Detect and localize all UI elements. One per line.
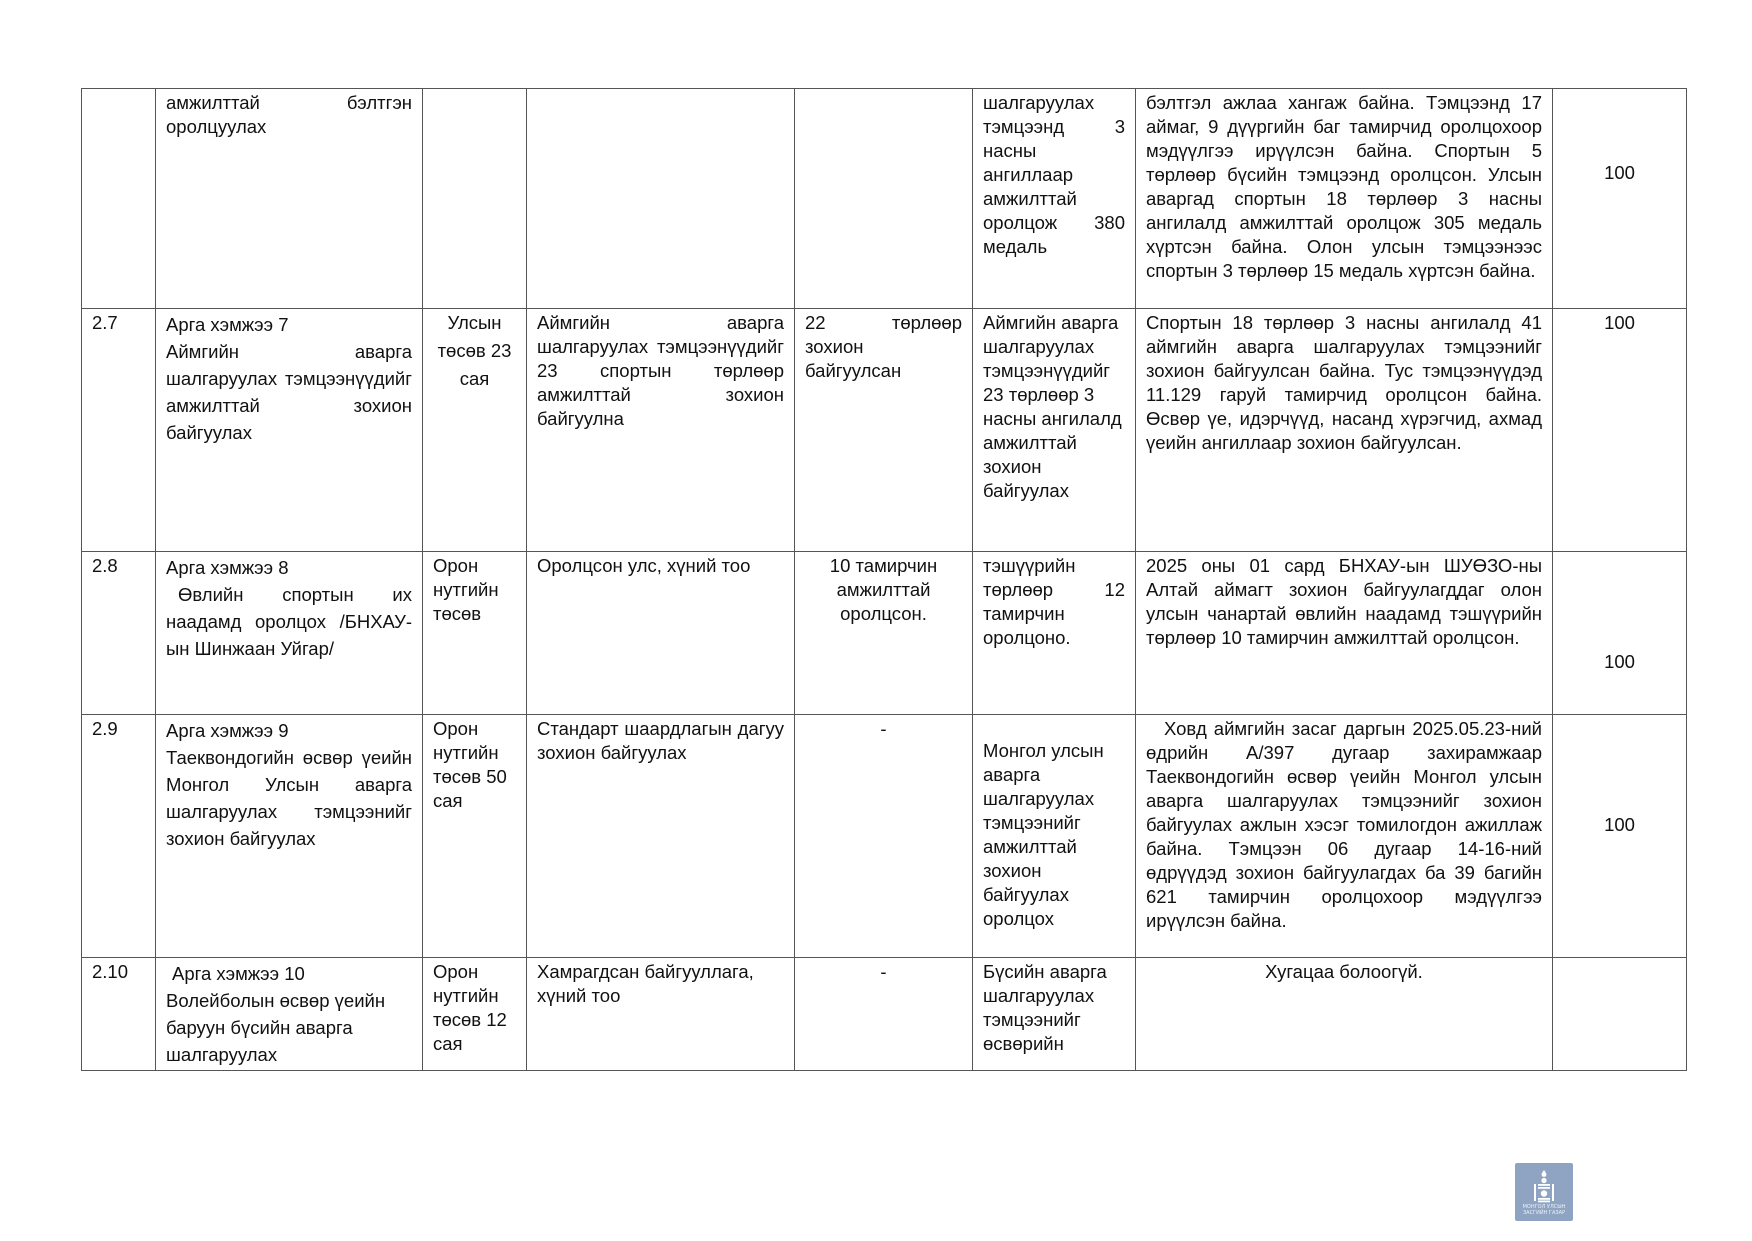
indicator-cell: Оролцсон улс, хүний тоо (527, 552, 795, 715)
row-number: 2.9 (82, 715, 156, 958)
activity-description: Волейболын өсвөр үеийн баруун бүсийн аварга шалгаруулах (166, 990, 386, 1065)
target-cell: Монгол улсын аварга шалгаруулах тэмцээнийг амжилттай зохион байгуулах оролцох (973, 715, 1136, 958)
indicator-cell: Аймгийн аварга шалгаруулах тэмцээнүүдийг 23 спортын төрлөөр амжилттай зохион байгуулна (527, 309, 795, 552)
activity-cell (156, 958, 423, 1071)
budget-cell: Орон нутгийн төсөв (423, 552, 527, 715)
target-cell: шалгаруулах тэмцээнд 3 насны ангиллаар амжилттай оролцож 380 медаль (973, 89, 1136, 309)
activity-report-table (81, 88, 1687, 1071)
activity-cell (156, 715, 423, 958)
percent-cell: 100 (1553, 89, 1687, 309)
activity-description: амжилттай бэлтгэн оролцуулах (166, 92, 412, 137)
table-row (82, 715, 1687, 958)
activity-cell (156, 309, 423, 552)
target-cell: Бүсийн аварга шалгаруулах тэмцээнийг өсвөрийн (973, 958, 1136, 1071)
activity-title: Арга хэмжээ 7 (166, 314, 289, 335)
row-number: 2.7 (82, 309, 156, 552)
indicator-cell: Хамрагдсан байгууллага, хүний тоо (527, 958, 795, 1071)
row-number: 2.10 (82, 958, 156, 1071)
table-row (82, 552, 1687, 715)
budget-cell: Улсын төсөв 23 сая (423, 309, 527, 552)
activity-cell (156, 89, 423, 309)
budget-cell: Орон нутгийн төсөв 50 сая (423, 715, 527, 958)
target-cell: Аймгийн аварга шалгаруулах тэмцээнүүдийг 23 төрлөөр 3 насны ангилалд амжилттай зохион байгуулах (973, 309, 1136, 552)
government-logo (1515, 1163, 1573, 1221)
indicator-cell (527, 89, 795, 309)
row-number (82, 89, 156, 309)
baseline-cell: - (795, 715, 973, 958)
progress-cell: Ховд аймгийн засаг даргын 2025.05.23-ний өдрийн А/397 дугаар захирамжаар Таеквондогийн өсвөр үеийн Монгол улсын аварга шалгаруулах тэмцээнийг зохион байгуулах ажлын хэсэг томилогдон ажиллаж байна. Тэмцээн 06 дугаар 14-16-ний өдрүүдэд зохион байгуулагдах ба 39 багийн 621 тамирчин оролцохоор мэдүүлгээ ирүүлсэн байна. (1136, 715, 1553, 958)
progress-cell: Спортын 18 төрлөөр 3 насны ангилалд 41 аймгийн аварга шалгаруулах тэмцээнийг зохион байгуулсан байна. Тус тэмцээнүүдэд 11.129 гаруй тамирчид оролцсон байна. Өсвөр үе, идэрчүүд, насанд хүрэгчид, ахмад үеийн ангиллаар зохион байгуулсан. (1136, 309, 1553, 552)
budget-cell (423, 89, 527, 309)
activity-description: Аймгийн аварга шалгаруулах тэмцээнүүдийг амжилттай зохион байгуулах (166, 341, 412, 443)
row-number: 2.8 (82, 552, 156, 715)
baseline-cell: 22 төрлөөр зохион байгуулсан (795, 309, 973, 552)
table-row (82, 309, 1687, 552)
activity-cell (156, 552, 423, 715)
percent-cell: 100 (1553, 309, 1687, 552)
progress-cell: Хугацаа болоогүй. (1136, 958, 1553, 1071)
activity-title: Арга хэмжээ 8 (166, 557, 289, 578)
baseline-cell (795, 89, 973, 309)
table-row (82, 958, 1687, 1071)
percent-cell (1553, 958, 1687, 1071)
soyombo-emblem-icon (1533, 1169, 1555, 1203)
percent-cell: 100 (1553, 715, 1687, 958)
progress-cell: 2025 оны 01 сард БНХАУ-ын ШУӨЗО-ны Алтай аймагт зохион байгуулагддаг олон улсын чанартай өвлийн наадамд тэшүүрийн төрлөөр 10 тамирчин амжилттай оролцсон. (1136, 552, 1553, 715)
target-cell: тэшүүрийн төрлөөр 12 тамирчин оролцоно. (973, 552, 1136, 715)
budget-cell: Орон нутгийн төсөв 12 сая (423, 958, 527, 1071)
baseline-cell: 10 тамирчин амжилттай оролцсон. (795, 552, 973, 715)
progress-cell: бэлтгэл ажлаа хангаж байна. Тэмцээнд 17 аймаг, 9 дүүргийн баг тамирчид оролцохоор мэдүүлгээ ирүүлсэн байна. Спортын 5 төрлөөр бүсийн тэмцээнд оролцсон. Улсын аваргад спортын 18 төрлөөр 3 насны ангилалд амжилттай оролцож 305 медаль хүртсэн байна. Олон улсын тэмцээнээс спортын 3 төрлөөр 15 медаль хүртсэн байна. (1136, 89, 1553, 309)
percent-cell: 100 (1553, 552, 1687, 715)
activity-title: Арга хэмжээ 9 (166, 720, 289, 741)
activity-title: Арга хэмжээ 10 (172, 963, 305, 984)
activity-description: Таеквондогийн өсвөр үеийн Монгол Улсын аварга шалгаруулах тэмцээнийг зохион байгуулах (166, 747, 412, 849)
table-row (82, 89, 1687, 309)
baseline-cell: - (795, 958, 973, 1071)
indicator-cell: Стандарт шаардлагын дагуу зохион байгуулах (527, 715, 795, 958)
activity-description: Өвлийн спортын их наадамд оролцох /БНХАУ-ын Шинжаан Уйгар/ (166, 584, 412, 659)
logo-caption: МОНГОЛ УЛСЫН ЗАСГИЙН ГАЗАР (1522, 1203, 1566, 1216)
